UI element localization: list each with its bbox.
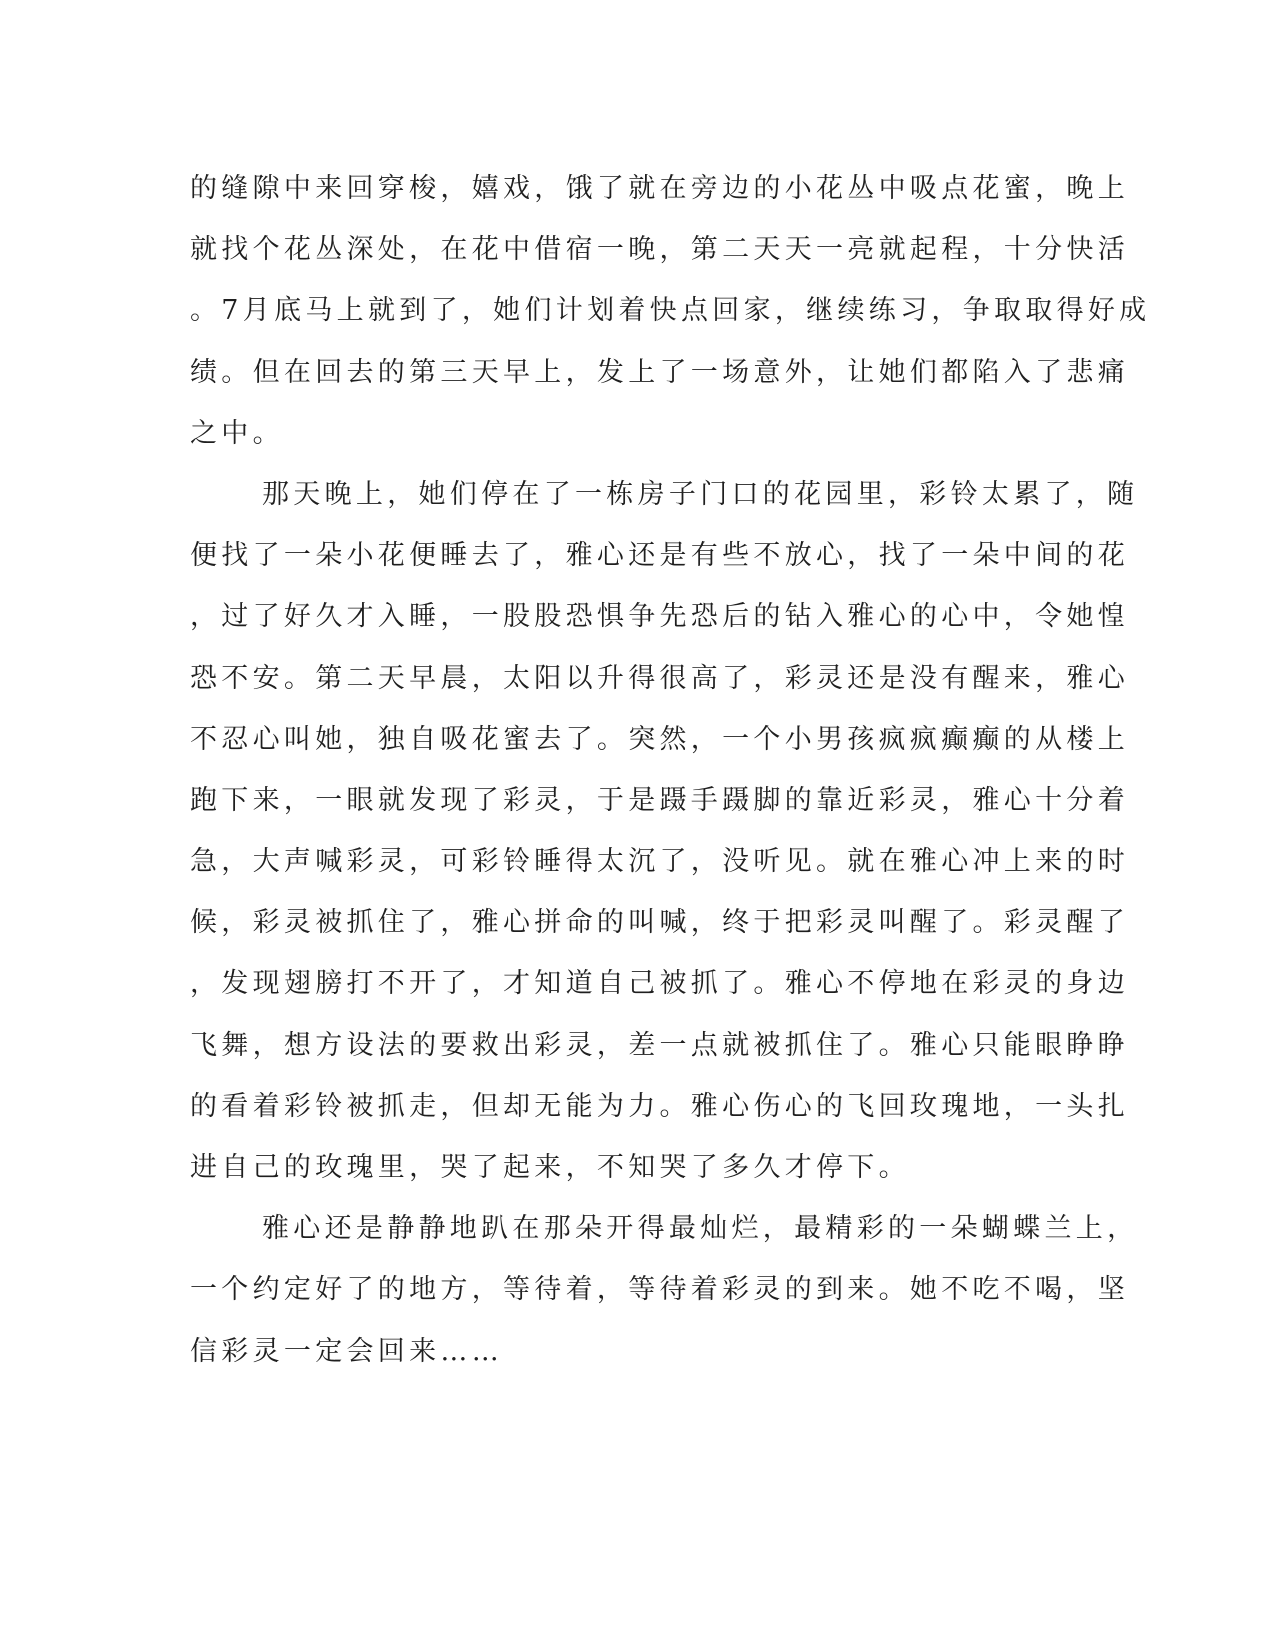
text-line: 。7月底马上就到了，她们计划着快点回家，继续练习，争取取得好成 [190, 295, 1151, 327]
text-line: 的缝隙中来回穿梭，嬉戏，饿了就在旁边的小花丛中吸点花蜜，晚上 [190, 173, 1129, 204]
text-line: 信彩灵一定会回来…… [190, 1335, 503, 1367]
text-line: 进自己的玫瑰里，哭了起来，不知哭了多久才停下。 [190, 1152, 910, 1183]
text-line: 急，大声喊彩灵，可彩铃睡得太沉了，没听见。就在雅心冲上来的时 [190, 846, 1129, 878]
text-line: 的看着彩铃被抓走，但却无能为力。雅心伤心的飞回玫瑰地，一头扎 [190, 1090, 1129, 1122]
text-line: 那天晚上，她们停在了一栋房子门口的花园里，彩铃太累了，随 [262, 478, 1139, 510]
text-line: 雅心还是静静地趴在那朵开得最灿烂，最精彩的一朵蝴蝶兰上， [262, 1213, 1139, 1245]
paragraph-2 [190, 464, 1139, 1198]
text-line: ，过了好久才入睡，一股股恐惧争先恐后的钻入雅心的心中，令她惶 [190, 601, 1129, 633]
text-line: 绩。但在回去的第三天早上，发上了一场意外，让她们都陷入了悲痛 [190, 356, 1129, 388]
text-line: 候，彩灵被抓住了，雅心拼命的叫喊，终于把彩灵叫醒了。彩灵醒了 [190, 907, 1129, 939]
text-line: ，发现翅膀打不开了，才知道自己被抓了。雅心不停地在彩灵的身边 [190, 968, 1129, 1000]
story-text [190, 158, 1151, 1382]
text-line: 不忍心叫她，独自吸花蜜去了。突然，一个小男孩疯疯癫癫的从楼上 [190, 723, 1129, 755]
text-line: 之中。 [190, 417, 284, 449]
text-line: 便找了一朵小花便睡去了，雅心还是有些不放心，找了一朵中间的花 [190, 540, 1129, 572]
text-line: 飞舞，想方设法的要救出彩灵，差一点就被抓住了。雅心只能眼睁睁 [190, 1029, 1129, 1061]
paragraph-1 [190, 158, 1151, 464]
text-line: 跑下来，一眼就发现了彩灵，于是蹑手蹑脚的靠近彩灵，雅心十分着 [190, 784, 1129, 816]
paragraph-3 [190, 1198, 1139, 1382]
text-line: 一个约定好了的地方，等待着，等待着彩灵的到来。她不吃不喝，坚 [190, 1274, 1129, 1306]
text-line: 恐不安。第二天早晨，太阳以升得很高了，彩灵还是没有醒来，雅心 [190, 662, 1129, 694]
text-line: 就找个花丛深处，在花中借宿一晚，第二天天一亮就起程，十分快活 [190, 234, 1129, 266]
